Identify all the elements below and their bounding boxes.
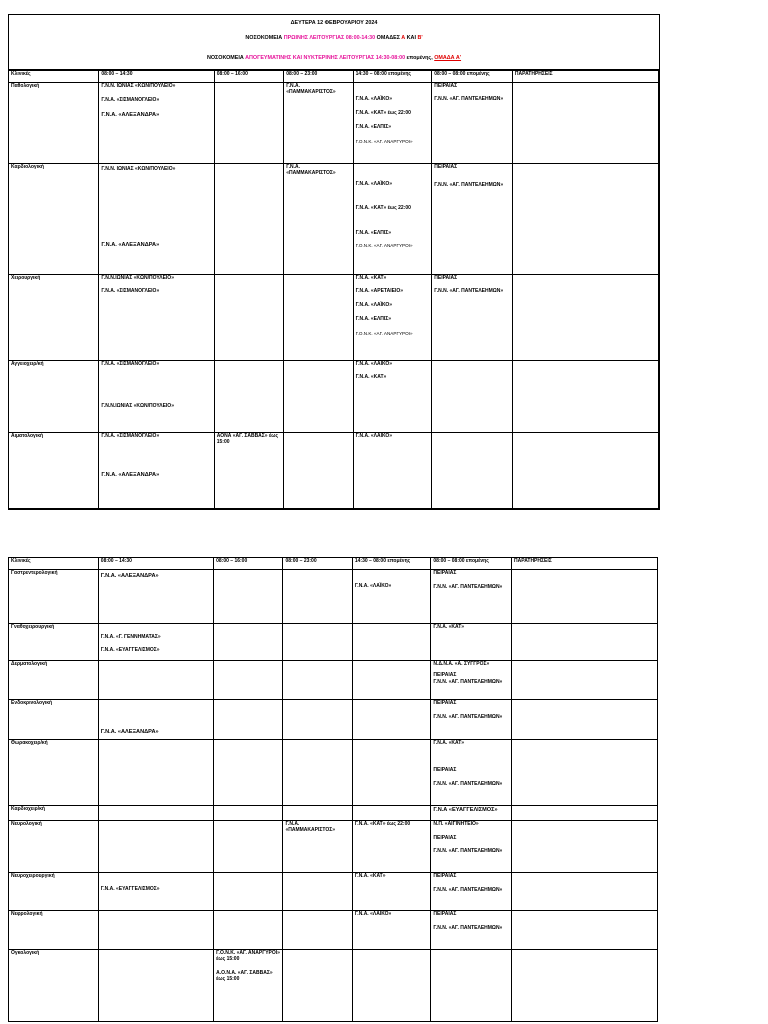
col-0800-2300: 08:00 – 23:00 [283,558,352,570]
schedule-cell [512,624,658,661]
col-0800-0800: 08:00 – 08:00 επομένης [432,71,513,83]
schedule-cell [214,911,283,950]
hospital-entry: Γ.Ν.Ν. «ΑΓ. ΠΑΝΤΕΛΕΗΜΩΝ» [434,96,504,102]
schedule-cell [512,873,658,911]
schedule-cell [512,83,658,164]
column-header-row [9,71,659,83]
table-row [9,740,658,806]
schedule-cell [431,950,512,1022]
schedule-cell [431,661,512,700]
hospital-entry: Γ.Ν.Α. «ΕΛΠΙΣ» [355,124,392,130]
col-remarks: ΠΑΡΑΤΗΡΗΣΕΙΣ [512,71,658,83]
table-row [9,821,658,873]
schedule-cell [283,821,352,873]
hospital-entry: Γ.Ν.Ν. «ΑΓ. ΠΑΝΤΕΛΕΗΜΩΝ» [434,288,504,294]
schedule-cell [353,361,432,433]
schedule-cell [283,911,352,950]
schedule-cell [512,661,658,700]
hospital-entry: Γ.Ν.Α. «ΕΥΑΓΓΕΛΙΣΜΟΣ» [100,886,160,892]
hospital-entry: Γ.Ο.Ν.Κ. «ΑΓ. ΑΝΑΡΓΥΡΟΙ» [355,139,413,144]
hospital-entry: Γ.Ν.Α. «ΣΙΣΜΑΝΟΓΛΕΙΟ» [101,433,160,439]
hospital-entry: Γ.Ν.Α. «ΛΑΪΚΟ» [355,361,393,367]
hospital-entry: Γ.Ο.Ν.Κ. «ΑΓ. ΑΝΑΡΓΥΡΟΙ» έως 15:00 [216,950,280,962]
col-0800-2300: 08:00 – 23:00 [284,71,353,83]
col-0800-1430: 08:00 – 14:30 [98,558,213,570]
schedule-cell [284,433,353,509]
col-remarks: ΠΑΡΑΤΗΡΗΣΕΙΣ [512,558,658,570]
schedule-cell [99,275,214,361]
schedule-page-2 [8,557,658,1022]
hospital-entry: Γ.Ν.Α. «ΑΡΕΤΑΙΕΙΟ» [355,288,403,294]
hospital-entry: Γ.Ν.Ν.ΙΩΝΙΑΣ «ΚΩΝ/ΠΟΥΛΕΙΟ» [101,403,174,409]
schedule-cell [283,873,352,911]
hospital-entry: Γ.Ν.Α. «ΚΑΤ» έως 22:00 [354,821,411,827]
schedule-cell [431,740,512,806]
hospital-entry: ΠΕΙΡΑΙΑΣ [433,911,457,917]
hospital-entry: ΠΕΙΡΑΙΑΣ [434,164,458,170]
schedule-cell [284,361,353,433]
schedule-date: ΔΕΥΤΕΡΑ 12 ΦΕΒΡΟΥΑΡΙΟΥ 2024 [290,20,378,26]
schedule-cell [98,700,213,740]
col-1430-0800: 14:30 – 08:00 επομένης [352,558,431,570]
hospital-entry: Γ.Ν.Ν. «ΑΓ. ΠΑΝΤΕΛΕΗΜΩΝ» [434,182,504,188]
schedule-cell [512,164,658,275]
schedule-cell [284,83,353,164]
schedule-cell [431,821,512,873]
schedule-cell [431,570,512,624]
table-row [9,950,658,1022]
hospital-entry: Γ.Ν.Α «ΕΥΑΓΓΕΛΙΣΜΟΣ» [433,807,498,813]
schedule-cell [214,624,283,661]
hospital-entry: ΠΕΙΡΑΙΑΣ [433,672,457,678]
schedule-table-1 [9,70,659,509]
hospital-entry: Γ.Ν.Α. «ΛΑΪΚΟ» [355,302,393,308]
hospital-entry: Γ.Ν.Α. «ΑΛΕΞΑΝΔΡΑ» [101,242,160,248]
schedule-cell [512,740,658,806]
hospital-entry: Γ.Ν.Α. «ΑΛΕΞΑΝΔΡΑ» [100,729,159,735]
schedule-cell [512,570,658,624]
schedule-cell [352,570,431,624]
clinic-name: Γναθοχειρουργική [9,624,99,661]
hospital-entry: ΠΕΙΡΑΙΑΣ [433,835,457,841]
schedule-cell [283,806,352,821]
schedule-cell [214,164,283,275]
hospital-entry: ΠΕΙΡΑΙΑΣ [433,873,457,879]
col-clinics: Κλινικές [9,558,99,570]
hospital-entry: Γ.Ν.Ν.ΙΩΝΙΑΣ «ΚΩΝ/ΠΟΥΛΕΙΟ» [101,275,174,281]
clinic-name: Αγγειοχειρ/κή [9,361,99,433]
schedule-cell [283,740,352,806]
schedule-cell [98,740,213,806]
hospital-entry: ΠΕΙΡΑΙΑΣ [434,83,458,89]
schedule-cell [283,570,352,624]
schedule-cell [512,806,658,821]
schedule-cell [99,83,214,164]
schedule-cell [512,821,658,873]
schedule-table-2 [8,557,658,1022]
schedule-cell [432,433,513,509]
hospital-entry: Α.Ο.Ν.Α. «ΑΓ. ΣΑΒΒΑΣ» έως 15:00 [216,970,273,982]
hospital-entry: Γ.Ν.Α. «ΣΙΣΜΑΝΟΓΛΕΙΟ» [101,288,160,294]
schedule-cell [512,700,658,740]
hospital-entry: Γ.Ν.Α. «ΠΑΜΜΑΚΑΡΙΣΤΟΣ» [285,821,335,833]
hospital-entry: Γ.Ν.Ν. «ΑΓ. ΠΑΝΤΕΛΕΗΜΩΝ» [433,679,503,685]
schedule-cell [98,624,213,661]
schedule-cell [512,433,658,509]
table-row [9,433,659,509]
hospital-entry: Γ.Ν.Α. «ΚΑΤ» [355,374,387,380]
schedule-cell [432,361,513,433]
hospital-entry: Γ.Ν.Ν. «ΑΓ. ΠΑΝΤΕΛΕΗΜΩΝ» [433,584,503,590]
schedule-cell [99,361,214,433]
schedule-cell [98,570,213,624]
schedule-cell [283,700,352,740]
schedule-cell [512,361,658,433]
schedule-cell [99,164,214,275]
schedule-cell [352,911,431,950]
table-row [9,164,659,275]
col-0800-1600: 08:00 – 16:00 [214,558,283,570]
schedule-cell [352,700,431,740]
schedule-cell [431,700,512,740]
hospital-entry: ΠΕΙΡΑΙΑΣ [434,275,458,281]
hospital-entry: Γ.Ν.Ν. ΙΩΝΙΑΣ «ΚΩΝ/ΠΟΥΛΕΙΟ» [101,166,176,172]
hospital-entry: ΑΟΝΑ «ΑΓ. ΣΑΒΒΑΣ» έως 15:00 [216,433,279,445]
hospital-entry: Γ.Ν.Α. «ΚΑΤ» έως 22:00 [355,205,411,211]
schedule-cell [352,806,431,821]
schedule-cell [283,624,352,661]
table-row [9,570,658,624]
schedule-cell [98,806,213,821]
schedule-cell [352,624,431,661]
schedule-cell [98,873,213,911]
schedule-cell [98,950,213,1022]
clinic-name: Δερματολογική [9,661,99,700]
schedule-cell [353,164,432,275]
hospital-entry: Γ.Ν.Α. «ΚΑΤ» [433,740,465,746]
col-0800-0800: 08:00 – 08:00 επομένης [431,558,512,570]
clinic-name: Χειρουργική [9,275,99,361]
schedule-cell [214,806,283,821]
schedule-cell [352,950,431,1022]
hospital-entry: Γ.Ν.Ν. «ΑΓ. ΠΑΝΤΕΛΕΗΜΩΝ» [433,848,503,854]
hospital-entry: Γ.Ν.Α. «ΣΙΣΜΑΝΟΓΛΕΙΟ» [101,97,160,103]
schedule-cell [214,83,283,164]
schedule-page-1 [8,14,660,510]
clinic-name: Γαστρεντερολογική [9,570,99,624]
schedule-cell [98,661,213,700]
evening-line: ΝΟΣΟΚΟΜΕΙΑ ΑΠΟΓΕΥΜΑΤΙΝΗΣ ΚΑΙ ΝΥΚΤΕΡΙΝΗΣ ΛΕΙΤΟΥΡΓΙΑΣ 14:30-08:00 επομένης, ΟΜΑΔΑ Α' [206,55,462,61]
schedule-cell [352,821,431,873]
clinic-name: Αιματολογική [9,433,99,509]
schedule-cell [98,821,213,873]
table-row [9,624,658,661]
hospital-entry: Γ.Ν.Α. «ΕΛΠΙΣ» [355,316,392,322]
hospital-entry: Γ.Ν.Α. «ΠΑΜΜΑΚΑΡΙΣΤΟΣ» [286,164,336,176]
hospital-entry: Γ.Ν.Α. «ΕΛΠΙΣ» [355,230,392,236]
schedule-cell [431,806,512,821]
schedule-cell [283,661,352,700]
clinic-name: Καρδιολογική [9,164,99,275]
hospital-entry: Γ.Ν.Α. «ΑΛΕΞΑΝΔΡΑ» [100,573,159,579]
hospital-entry: Γ.Ν.Α. «ΛΑΪΚΟ» [355,433,393,439]
hospital-entry: Γ.Ν.Α. «ΛΑΪΚΟ» [355,181,393,187]
schedule-cell [432,83,513,164]
hospital-entry: Γ.Ν.Α. «ΚΑΤ» [433,624,465,630]
schedule-cell [99,433,214,509]
hospital-entry: Γ.Ν.Α. «ΛΑΪΚΟ» [355,96,393,102]
schedule-cell [512,911,658,950]
clinic-name: Παθολογική [9,83,99,164]
clinic-name: Ογκολογική [9,950,99,1022]
schedule-cell [431,624,512,661]
schedule-header [9,15,659,70]
hospital-entry: Γ.Ν.Α. «ΣΙΣΜΑΝΟΓΛΕΙΟ» [101,361,160,367]
hospital-entry: Γ.Ν.Α. «ΠΑΜΜΑΚΑΡΙΣΤΟΣ» [286,83,336,95]
table-row [9,275,659,361]
hospital-entry: Γ.Ο.Ν.Κ. «ΑΓ. ΑΝΑΡΓΥΡΟΙ» [355,331,413,336]
hospital-entry: Γ.Ν.Α. «ΛΑΪΚΟ» [354,911,392,917]
hospital-entry: ΠΕΙΡΑΙΑΣ [433,767,457,773]
schedule-cell [431,873,512,911]
schedule-cell [512,950,658,1022]
table-row [9,700,658,740]
schedule-cell [214,700,283,740]
hospital-entry: Γ.Ν.Α. «ΑΛΕΞΑΝΔΡΑ» [101,112,160,118]
schedule-cell [214,661,283,700]
schedule-cell [214,950,283,1022]
hospital-entry: Ν.Δ.Ν.Α. «Α. ΣΥΓΓΡΟΣ» [433,661,490,667]
column-header-row [9,558,658,570]
hospital-entry: ΠΕΙΡΑΙΑΣ [433,700,457,706]
schedule-cell [214,873,283,911]
hospital-entry: Γ.Ν.Α. «ΕΥΑΓΓΕΛΙΣΜΟΣ» [100,647,160,653]
morning-line: ΝΟΣΟΚΟΜΕΙΑ ΠΡΩΙΝΗΣ ΛΕΙΤΟΥΡΓΙΑΣ 08:00-14:30 ΟΜΑΔΕΣ Α ΚΑΙ Β' [245,35,423,41]
schedule-cell [512,275,658,361]
hospital-entry: Γ.Ν.Ν. ΙΩΝΙΑΣ «ΚΩΝ/ΠΟΥΛΕΙΟ» [101,83,176,89]
schedule-cell [431,911,512,950]
clinic-name: Νεφρολογική [9,911,99,950]
clinic-name: Ενδοκρινολογική [9,700,99,740]
schedule-cell [432,275,513,361]
col-0800-1600: 08:00 – 16:00 [214,71,283,83]
schedule-cell [214,570,283,624]
schedule-cell [283,950,352,1022]
clinic-name: Νευρολογική [9,821,99,873]
schedule-cell [98,911,213,950]
col-1430-0800: 14:30 – 08:00 επομένης [353,71,432,83]
hospital-entry: Γ.Ν.Ν. «ΑΓ. ΠΑΝΤΕΛΕΗΜΩΝ» [433,714,503,720]
schedule-cell [352,873,431,911]
schedule-cell [214,361,283,433]
table-row [9,806,658,821]
schedule-cell [353,83,432,164]
schedule-cell [353,275,432,361]
schedule-cell [284,164,353,275]
hospital-entry: ΠΕΙΡΑΙΑΣ [433,570,457,576]
clinic-name: Θωρακοχειρ/κή [9,740,99,806]
hospital-entry: Γ.Ν.Α. «ΚΑΤ» [354,873,386,879]
schedule-cell [432,164,513,275]
hospital-entry: Γ.Ν.Α. «ΚΑΤ» έως 22:00 [355,110,411,116]
schedule-cell [214,275,283,361]
hospital-entry: Γ.Ν.Α. «ΛΑΪΚΟ» [354,583,392,589]
hospital-entry: Ν.Π. «ΑΙΓΙΝΗΤΕΙΟ» [433,821,479,827]
hospital-entry: Γ.Ν.Α. «ΚΑΤ» [355,275,387,281]
hospital-entry: Γ.Ν.Α. «Γ. ΓΕΝΝΗΜΑΤΑΣ» [100,634,161,640]
hospital-entry: Γ.Ν.Ν. «ΑΓ. ΠΑΝΤΕΛΕΗΜΩΝ» [433,887,503,893]
table-row [9,361,659,433]
schedule-cell [352,661,431,700]
table-row [9,873,658,911]
clinic-name: Νευροχειρουργική [9,873,99,911]
table-row [9,83,659,164]
hospital-entry: Γ.Ν.Ν. «ΑΓ. ΠΑΝΤΕΛΕΗΜΩΝ» [433,925,503,931]
hospital-entry: Γ.Ν.Ν. «ΑΓ. ΠΑΝΤΕΛΕΗΜΩΝ» [433,781,503,787]
table-row [9,911,658,950]
col-clinics: Κλινικές [9,71,99,83]
schedule-cell [214,433,283,509]
col-0800-1430: 08:00 – 14:30 [99,71,214,83]
schedule-cell [284,275,353,361]
schedule-cell [352,740,431,806]
table-row [9,661,658,700]
hospital-entry: Γ.Ο.Ν.Κ. «ΑΓ. ΑΝΑΡΓΥΡΟΙ» [355,243,413,248]
schedule-cell [214,740,283,806]
schedule-cell [353,433,432,509]
hospital-entry: Γ.Ν.Α. «ΑΛΕΞΑΝΔΡΑ» [101,472,160,478]
clinic-name: Καρδιοχειρ/κή [9,806,99,821]
schedule-cell [214,821,283,873]
